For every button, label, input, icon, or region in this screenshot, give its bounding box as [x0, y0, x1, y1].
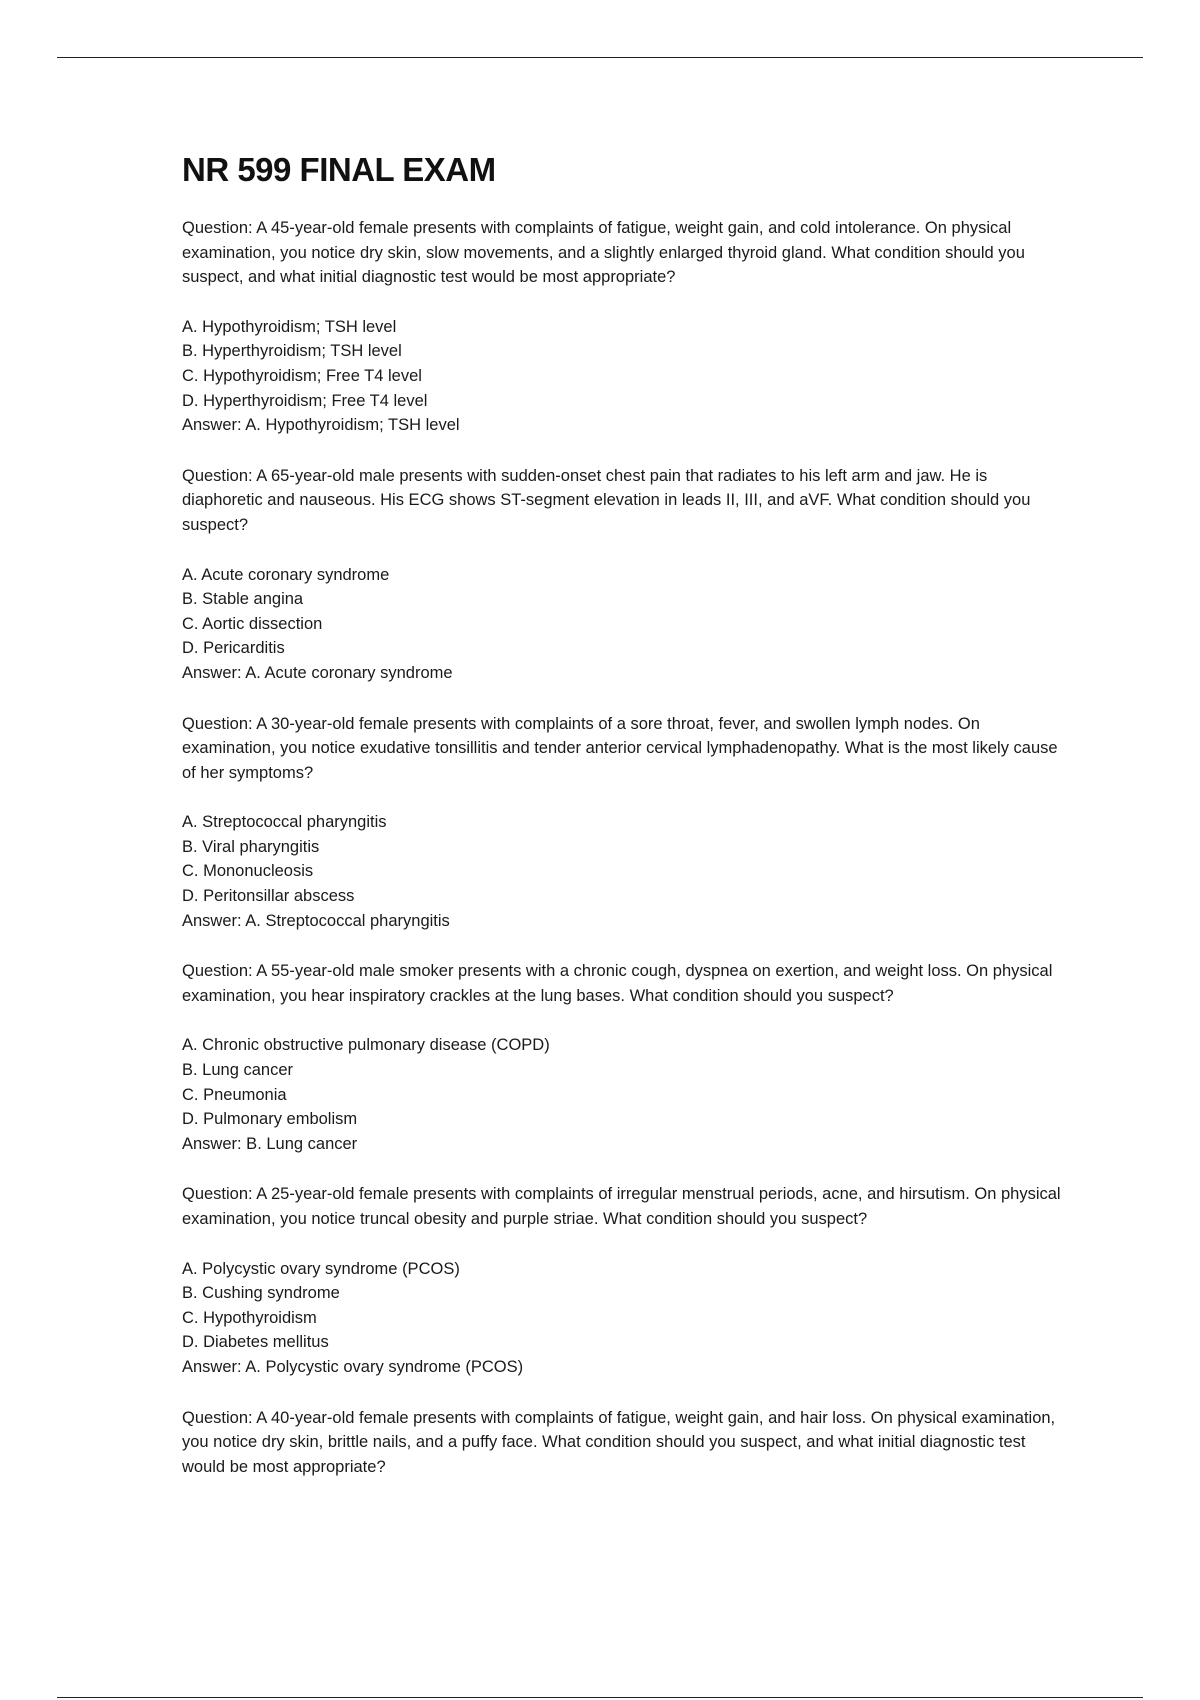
answer-line: Answer: A. Streptococcal pharyngitis: [182, 911, 450, 930]
option-d: D. Diabetes mellitus: [182, 1333, 329, 1352]
answer-line: Answer: A. Acute coronary syndrome: [182, 663, 453, 682]
option-d: D. Hyperthyroidism; Free T4 level: [182, 391, 428, 410]
option-d: D. Pericarditis: [182, 639, 285, 658]
question-3: [182, 712, 1062, 934]
option-a: A. Acute coronary syndrome: [182, 565, 390, 584]
option-a: A. Hypothyroidism; TSH level: [182, 317, 397, 336]
option-b: B. Stable angina: [182, 590, 304, 609]
option-c: C. Pneumonia: [182, 1085, 287, 1104]
option-b: B. Lung cancer: [182, 1061, 293, 1080]
option-c: C. Aortic dissection: [182, 614, 323, 633]
question-stem: Question: A 25-year-old female presents with complaints of irregular menstrual periods, acne, and hirsutism. On physical examination, you notice truncal obesity and purple striae. What condition should you suspect?: [182, 1185, 1061, 1228]
answer-line: Answer: A. Polycystic ovary syndrome (PCOS): [182, 1357, 524, 1376]
question-stem: Question: A 55-year-old male smoker presents with a chronic cough, dyspnea on exertion, and weight loss. On physical examination, you hear inspiratory crackles at the lung bases. What condition should you suspect?: [182, 962, 1053, 1005]
option-b: B. Cushing syndrome: [182, 1284, 340, 1303]
page-title: NR 599 FINAL EXAM: [182, 151, 496, 188]
option-b: B. Viral pharyngitis: [182, 837, 320, 856]
question-stem: Question: A 30-year-old female presents with complaints of a sore throat, fever, and swollen lymph nodes. On examination, you notice exudative tonsillitis and tender anterior cervical lymphadenopathy. What is the most likely cause of her symptoms?: [182, 714, 1058, 782]
answer-line: Answer: A. Hypothyroidism; TSH level: [182, 416, 460, 435]
question-stem: Question: A 40-year-old female presents with complaints of fatigue, weight gain, and hair loss. On physical examination, you notice dry skin, brittle nails, and a puffy face. What condition should you suspect, and what initial diagnostic test would be most appropriate?: [182, 1408, 1056, 1476]
question-list: [182, 216, 1062, 1479]
option-a: A. Chronic obstructive pulmonary disease (COPD): [182, 1036, 550, 1055]
question-2: [182, 464, 1062, 686]
footer-rule: [57, 1697, 1143, 1698]
option-a: A. Streptococcal pharyngitis: [182, 813, 387, 832]
question-1: [182, 216, 1062, 438]
page-content: [182, 150, 1062, 1505]
answer-line: Answer: B. Lung cancer: [182, 1134, 358, 1153]
question-stem: Question: A 65-year-old male presents with sudden-onset chest pain that radiates to his left arm and jaw. He is diaphoretic and nauseous. His ECG shows ST-segment elevation in leads II, III, and aVF. What condition should you suspect?: [182, 466, 1031, 534]
question-4: [182, 959, 1062, 1156]
option-d: D. Peritonsillar abscess: [182, 887, 355, 906]
question-5: [182, 1182, 1062, 1379]
question-6: [182, 1406, 1062, 1480]
question-stem: Question: A 45-year-old female presents with complaints of fatigue, weight gain, and cold intolerance. On physical examination, you notice dry skin, slow movements, and a slightly enlarged thyroid gland. What condition should you suspect, and what initial diagnostic test would be most appropriate?: [182, 219, 1025, 287]
option-c: C. Mononucleosis: [182, 862, 314, 881]
option-a: A. Polycystic ovary syndrome (PCOS): [182, 1259, 460, 1278]
header-rule: [57, 57, 1143, 58]
option-d: D. Pulmonary embolism: [182, 1110, 358, 1129]
option-c: C. Hypothyroidism; Free T4 level: [182, 366, 422, 385]
option-c: C. Hypothyroidism: [182, 1308, 317, 1327]
option-b: B. Hyperthyroidism; TSH level: [182, 342, 402, 361]
